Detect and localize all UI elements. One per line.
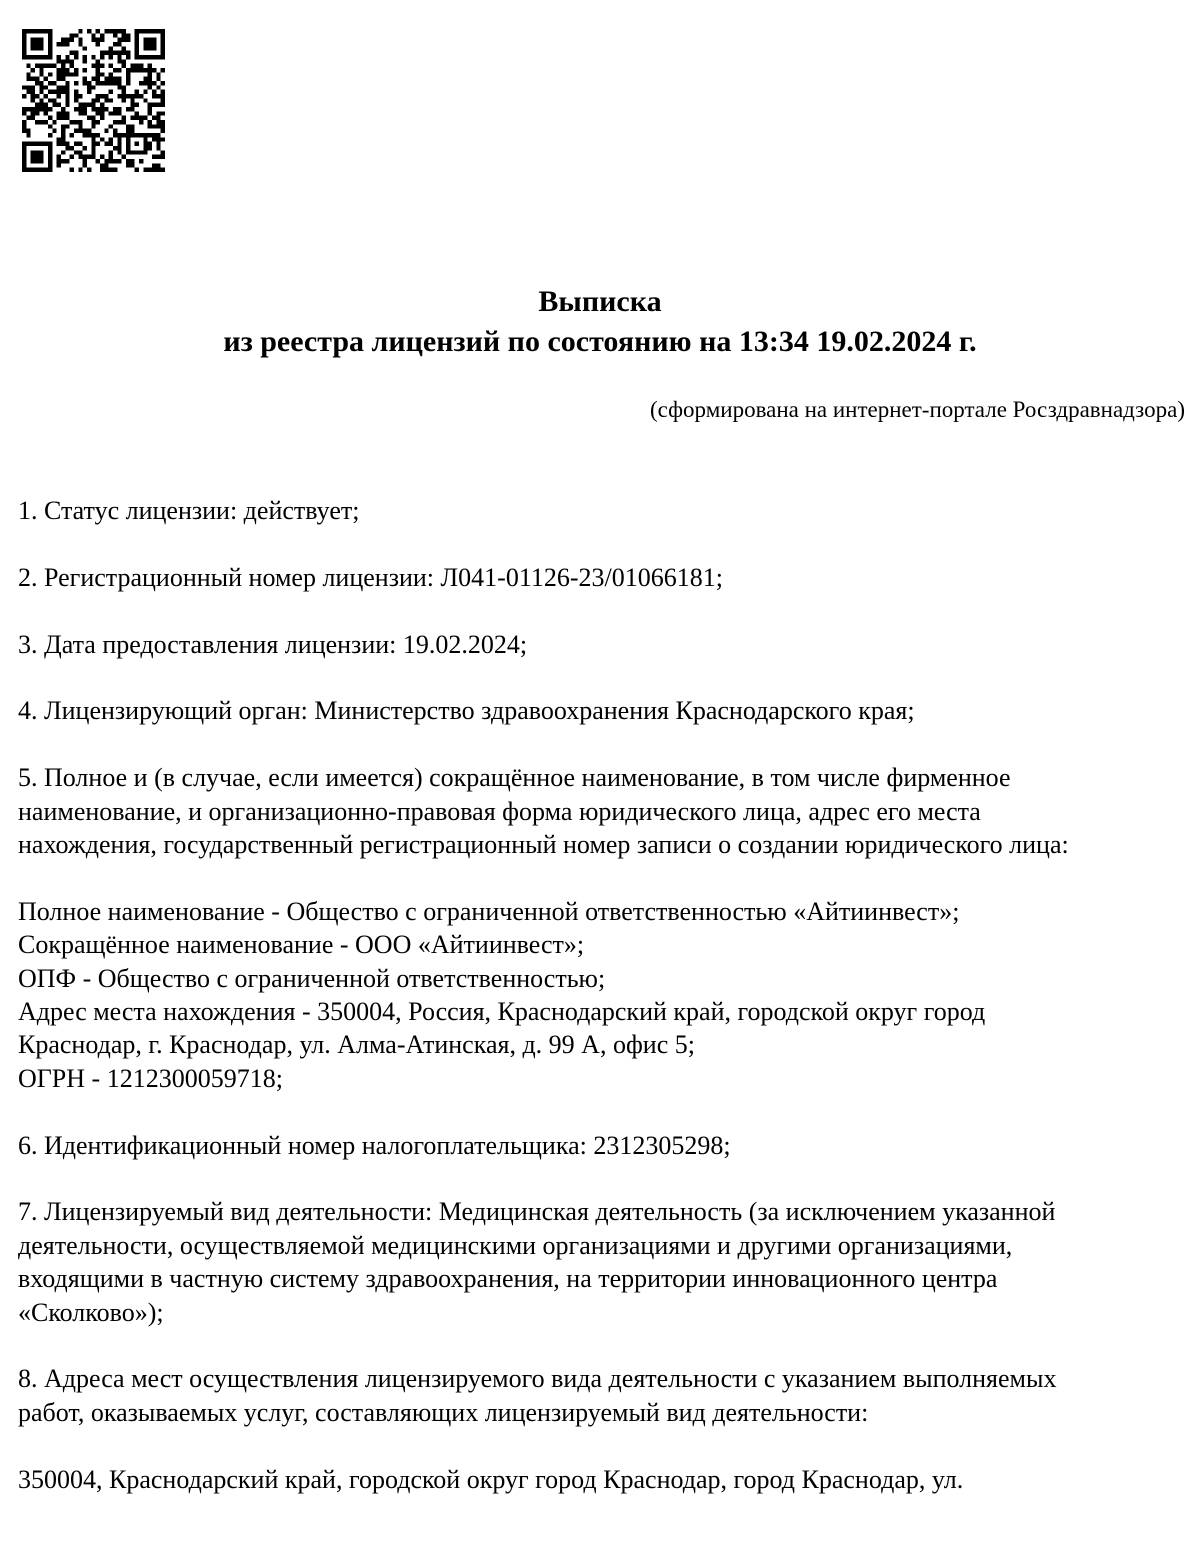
paragraph-organization-details	[18, 895, 1190, 1095]
paragraph-status	[18, 494, 1190, 527]
text-line: Сокращённое наименование - ООО «Айтиинвест»;	[18, 930, 585, 960]
document-title	[0, 282, 1200, 362]
text-line: 5. Полное и (в случае, если имеется) сокращённое наименование, в том числе фирменное	[18, 763, 1011, 793]
paragraph-inn	[18, 1129, 1190, 1162]
document-body	[18, 494, 1190, 1496]
text-line: 3. Дата предоставления лицензии: 19.02.2024;	[18, 629, 528, 659]
title-line-2: из реестра лицензий по состоянию на 13:34 19.02.2024 г.	[223, 325, 977, 358]
text-line: Полное наименование - Общество с ограниченной ответственностью «Айтиинвест»;	[18, 896, 960, 926]
paragraph-activity-addresses-heading	[18, 1362, 1190, 1429]
text-line: 4. Лицензирующий орган: Министерство здравоохранения Краснодарского края;	[18, 696, 915, 726]
paragraph-licensed-activity	[18, 1195, 1190, 1329]
text-line: 1. Статус лицензии: действует;	[18, 496, 360, 525]
text-line: работ, оказываемых услуг, составляющих лицензируемый вид деятельности:	[18, 1397, 869, 1427]
paragraph-activity-address	[18, 1463, 1190, 1496]
text-line: деятельности, осуществляемой медицинскими организациями и другими организациями,	[18, 1230, 1013, 1260]
text-line: нахождения, государственный регистрационный номер записи о создании юридического лица:	[18, 830, 1069, 859]
text-line: наименование, и организационно-правовая форма юридического лица, адрес его места	[18, 796, 981, 826]
text-line: входящими в частную систему здравоохранения, на территории инновационного центра	[18, 1264, 998, 1294]
text-line: 7. Лицензируемый вид деятельности: Медицинская деятельность (за исключением указанной	[18, 1197, 1056, 1227]
text-line: 8. Адреса мест осуществления лицензируемого вида деятельности с указанием выполняемых	[18, 1364, 1057, 1394]
text-line: 350004, Краснодарский край, городской округ город Краснодар, город Краснодар, ул.	[18, 1464, 964, 1494]
subtitle-note: (сформирована на интернет-портале Росздравнадзора)	[650, 397, 1185, 422]
paragraph-license-date	[18, 628, 1190, 661]
text-line: ОПФ - Общество с ограниченной ответственностью;	[18, 963, 606, 993]
text-line: ОГРН - 1212300059718;	[18, 1063, 283, 1093]
paragraph-licensing-authority	[18, 694, 1190, 727]
paragraph-name-heading	[18, 761, 1190, 861]
text-line: Адрес места нахождения - 350004, Россия, Краснодарский край, городской округ город	[18, 997, 986, 1027]
title-line-1: Выписка	[538, 285, 662, 318]
text-line: Краснодар, г. Краснодар, ул. Алма-Атинская, д. 99 А, офис 5;	[18, 1030, 695, 1060]
text-line: «Сколково»);	[18, 1297, 164, 1327]
text-line: 6. Идентификационный номер налогоплательщика: 2312305298;	[18, 1130, 731, 1160]
qr-code-icon	[22, 29, 165, 172]
text-line: 2. Регистрационный номер лицензии: Л041-01126-23/01066181;	[18, 562, 723, 592]
paragraph-registration-number	[18, 561, 1190, 594]
